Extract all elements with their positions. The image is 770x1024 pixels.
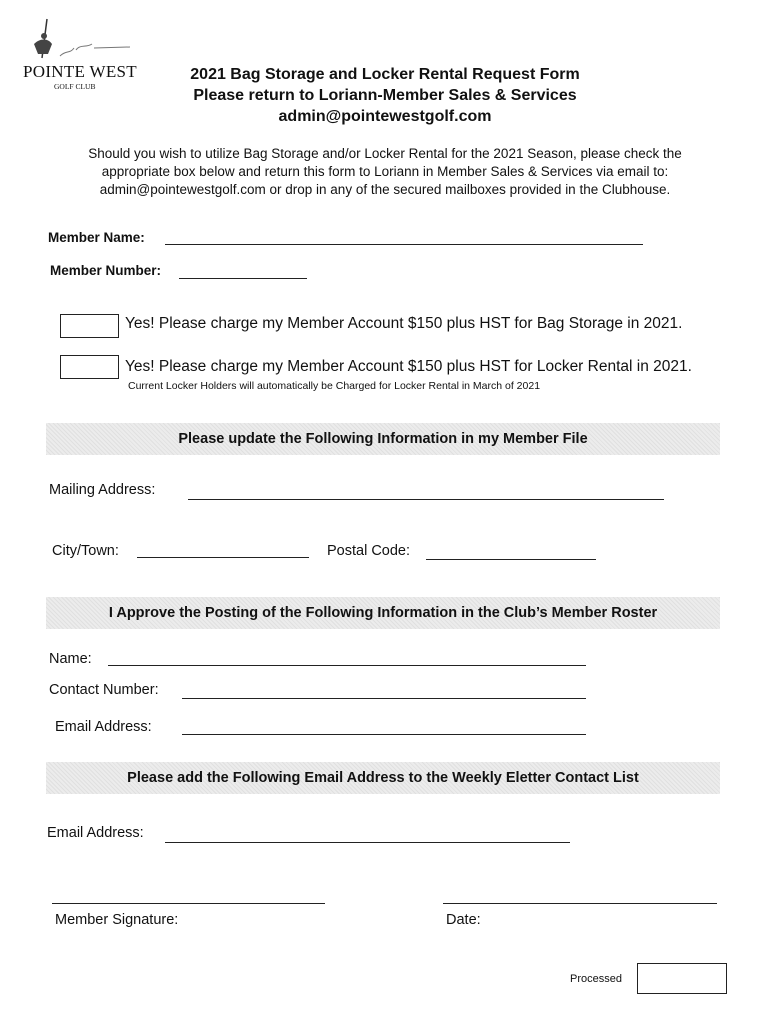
intro-line-2: appropriate box below and return this form to Loriann in Member Sales & Services via email to: bbox=[101, 164, 669, 179]
eletter-email-field[interactable] bbox=[165, 842, 570, 843]
member-signature-label: Member Signature: bbox=[55, 912, 179, 928]
logo-subtitle: GOLF CLUB bbox=[54, 82, 96, 91]
member-name-field[interactable] bbox=[165, 244, 643, 245]
roster-name-label: Name: bbox=[49, 651, 92, 667]
date-field[interactable] bbox=[443, 903, 717, 904]
form-email: admin@pointewestgolf.com bbox=[278, 108, 492, 125]
processed-label: Processed bbox=[570, 973, 622, 985]
roster-email-label: Email Address: bbox=[55, 719, 152, 735]
intro-line-1: Should you wish to utilize Bag Storage and/or Locker Rental for the 2021 Season, please check the bbox=[88, 146, 682, 161]
postal-code-field[interactable] bbox=[426, 559, 596, 560]
eletter-section-heading: Please add the Following Email Address to the Weekly Eletter Contact List bbox=[46, 762, 720, 794]
city-field[interactable] bbox=[137, 557, 309, 558]
eletter-email-label: Email Address: bbox=[47, 825, 144, 841]
contact-number-label: Contact Number: bbox=[49, 682, 159, 698]
mailing-address-label: Mailing Address: bbox=[49, 482, 156, 498]
member-signature-field[interactable] bbox=[52, 903, 325, 904]
club-logo bbox=[20, 14, 140, 94]
locker-rental-option: Yes! Please charge my Member Account $150 plus HST for Locker Rental in 2021. bbox=[125, 358, 692, 375]
update-section-heading: Please update the Following Information in my Member File bbox=[46, 423, 720, 455]
city-label: City/Town: bbox=[52, 543, 119, 559]
form-title: 2021 Bag Storage and Locker Rental Request Form bbox=[190, 66, 580, 83]
roster-email-field[interactable] bbox=[182, 734, 586, 735]
postal-code-label: Postal Code: bbox=[327, 543, 411, 559]
golfer-icon bbox=[20, 14, 140, 62]
locker-note: Current Locker Holders will automatically be Charged for Locker Rental in March of 2021 bbox=[128, 380, 541, 392]
member-number-field[interactable] bbox=[179, 278, 307, 279]
date-label: Date: bbox=[446, 912, 481, 928]
roster-name-field[interactable] bbox=[108, 665, 586, 666]
processed-box[interactable] bbox=[637, 963, 727, 994]
mailing-address-field[interactable] bbox=[188, 499, 664, 500]
roster-section-heading: I Approve the Posting of the Following Information in the Club’s Member Roster bbox=[46, 597, 720, 629]
bag-storage-checkbox[interactable] bbox=[60, 314, 119, 338]
form-subtitle: Please return to Loriann-Member Sales & Services bbox=[193, 87, 577, 104]
contact-number-field[interactable] bbox=[182, 698, 586, 699]
member-name-label: Member Name: bbox=[48, 230, 145, 245]
logo-name: POINTE WEST bbox=[23, 62, 137, 81]
member-number-label: Member Number: bbox=[50, 263, 162, 278]
intro-line-3: admin@pointewestgolf.com or drop in any of the secured mailboxes provided in the Clubhouse. bbox=[99, 182, 671, 197]
bag-storage-option: Yes! Please charge my Member Account $150 plus HST for Bag Storage in 2021. bbox=[125, 315, 683, 332]
locker-rental-checkbox[interactable] bbox=[60, 355, 119, 379]
